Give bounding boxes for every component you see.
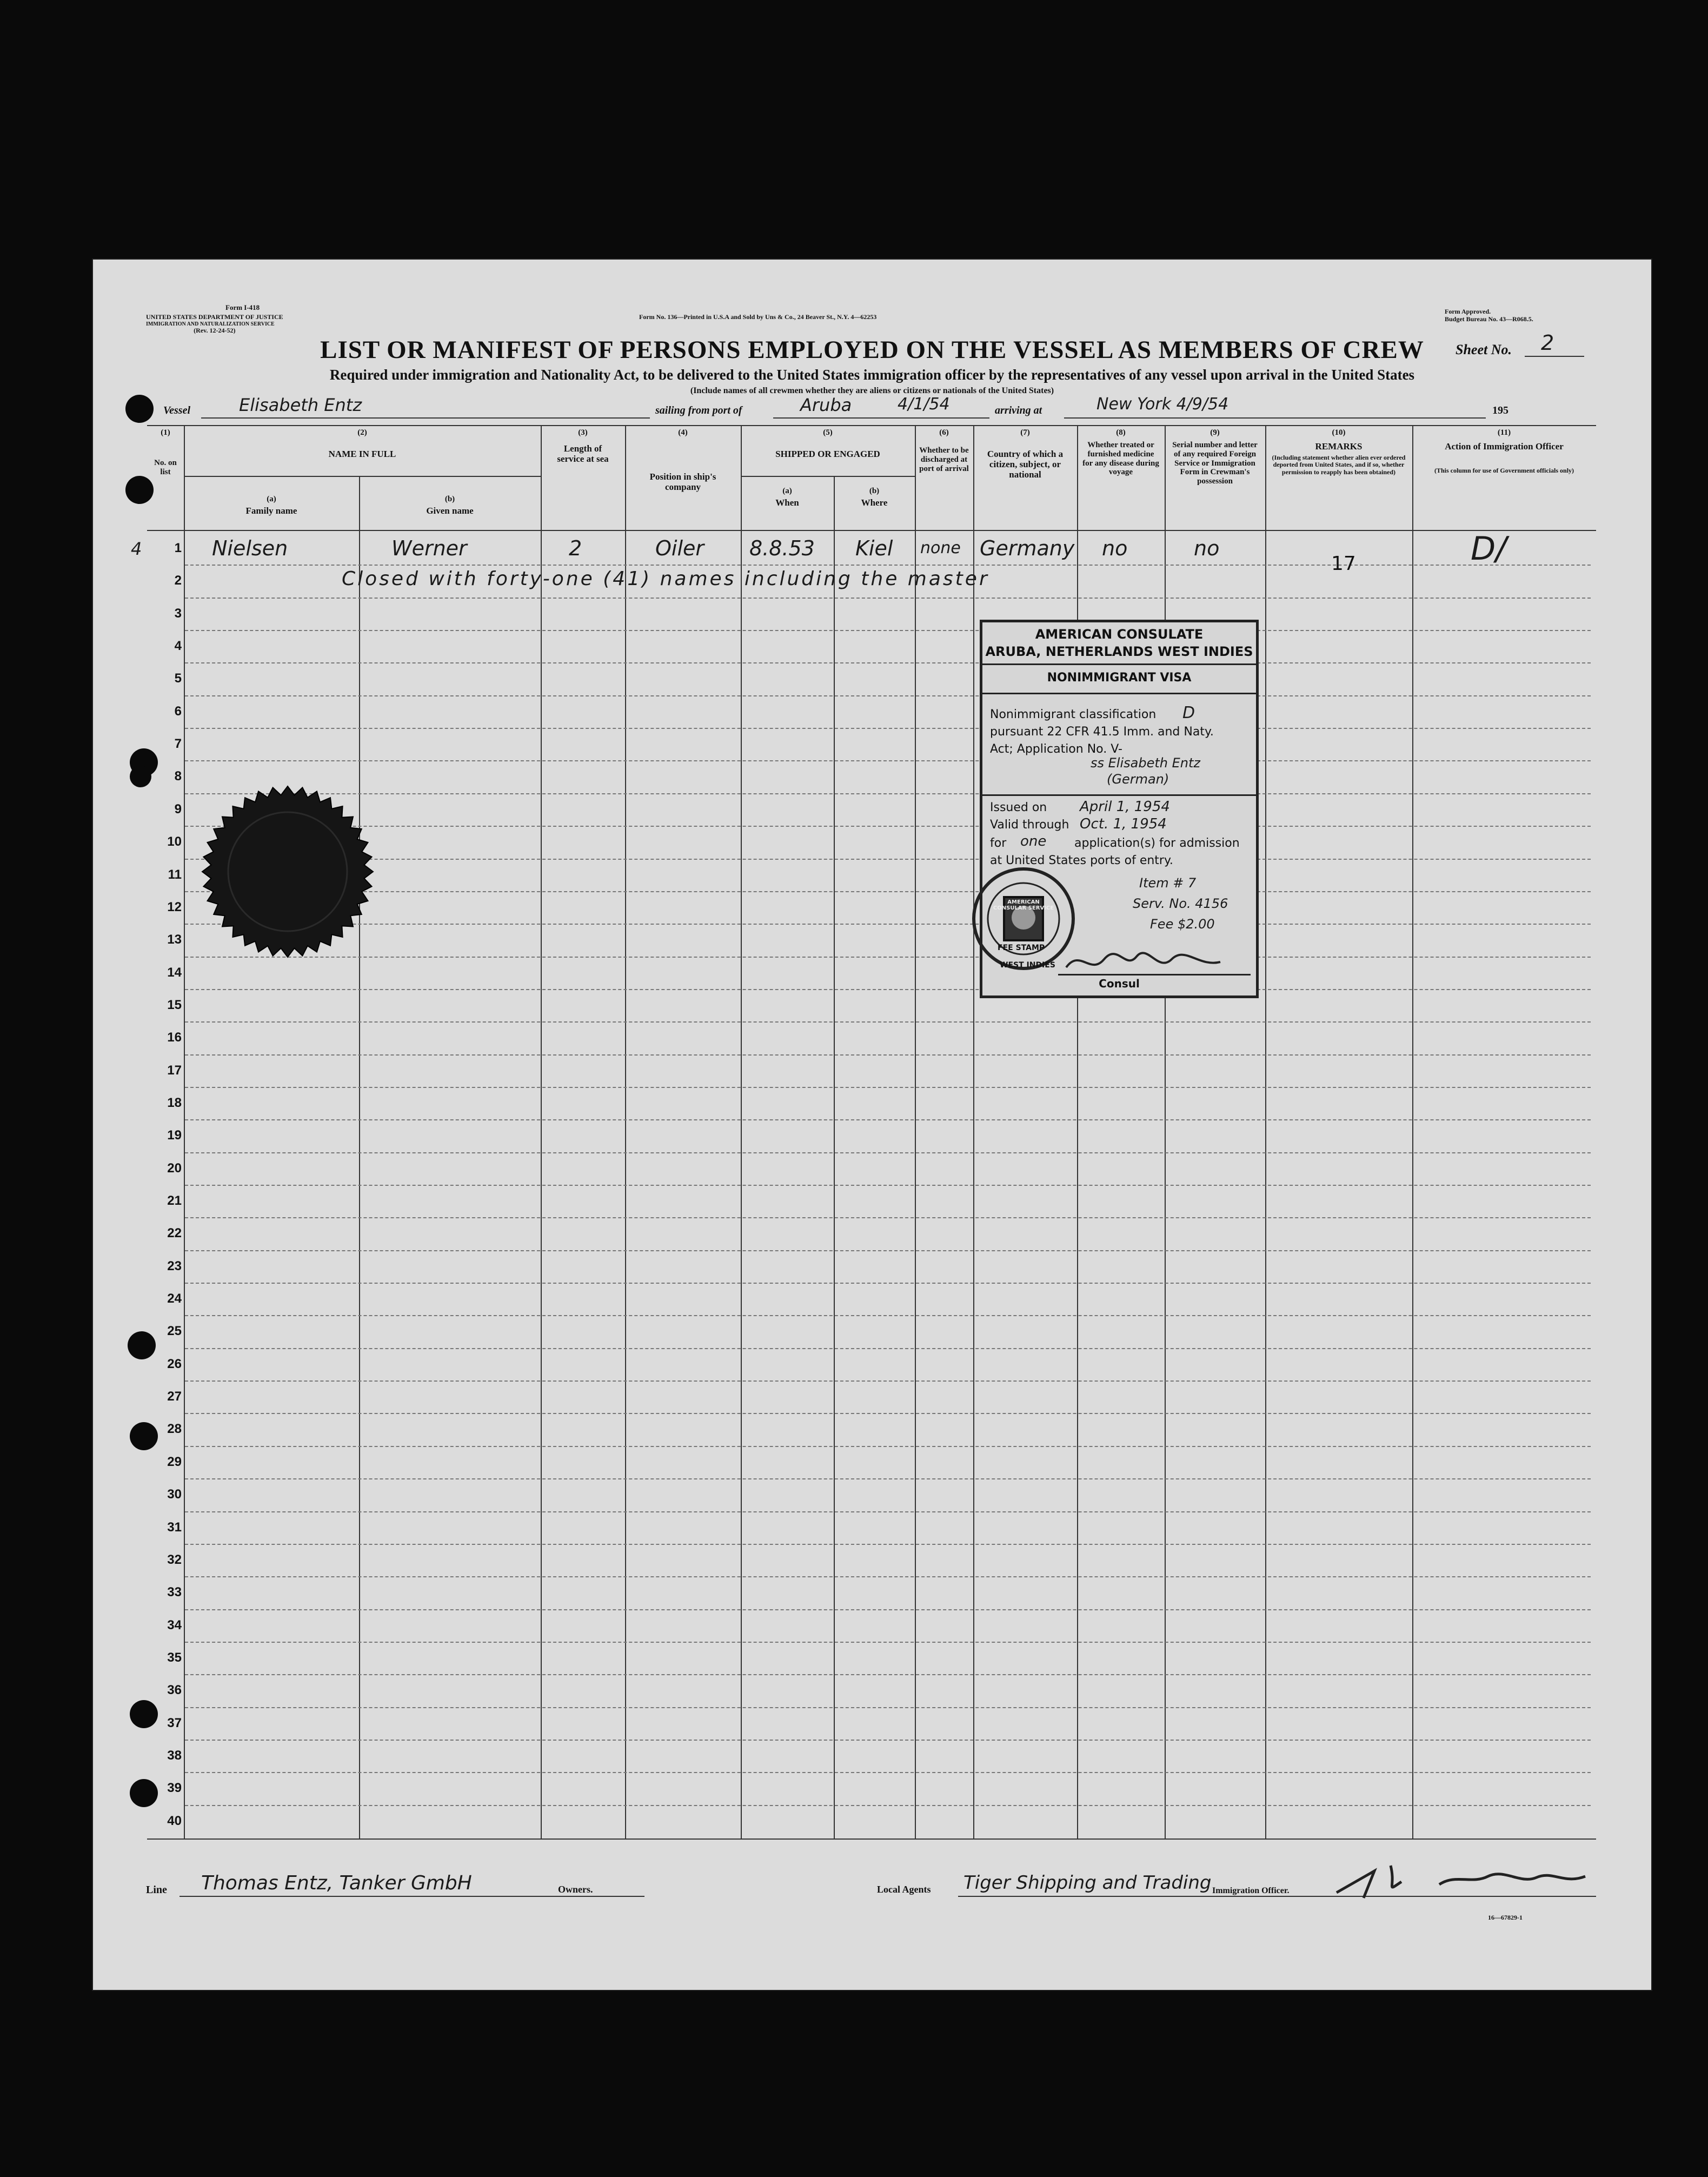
department-line: UNITED STATES DEPARTMENT OF JUSTICE [146, 313, 283, 321]
vessel-name: Elisabeth Entz [239, 395, 362, 415]
row-line [185, 1413, 1591, 1414]
agents-label: Local Agents [877, 1884, 931, 1895]
closing-note: Closed with forty-one (41) names including the master [342, 568, 989, 590]
row-line [185, 826, 1591, 827]
table-top-border [147, 425, 1596, 426]
col1-label: No. on list [154, 459, 177, 476]
stamp-act: Act; Application No. V- [990, 742, 1122, 756]
sailing-date: 4/1/54 [898, 395, 950, 414]
col11-label: Action of Immigration Officer [1445, 441, 1564, 452]
row-number: 22 [167, 1226, 182, 1241]
row-line [185, 1544, 1591, 1545]
row-number: 18 [167, 1095, 182, 1110]
row-number: 40 [167, 1813, 182, 1828]
col2-label: NAME IN FULL [328, 449, 396, 459]
row-number: 11 [168, 867, 182, 882]
row-line [185, 1152, 1591, 1153]
stamp-vessel-handwritten: ss Elisabeth Entz [1091, 755, 1200, 771]
row1-serial: no [1194, 536, 1220, 560]
row1-family-name: Nielsen [212, 536, 288, 560]
row-number: 12 [167, 899, 182, 914]
row-line [185, 1642, 1591, 1643]
department-block [146, 314, 283, 335]
col-divider [625, 425, 626, 1838]
col5a-label: When [775, 497, 799, 508]
stamp-flag-handwritten: (German) [1107, 772, 1169, 787]
row-line [185, 1609, 1591, 1610]
row1-medicine: no [1102, 536, 1128, 560]
punch-hole [125, 476, 154, 504]
line-value: Thomas Entz, Tanker GmbH [201, 1872, 472, 1894]
stamp-class-label: Nonimmigrant classification [990, 708, 1157, 721]
col8-label: Whether treated or furnished medicine for any disease during voyage [1082, 441, 1159, 477]
col-divider [915, 425, 916, 1838]
sheet-label: Sheet No. [1456, 342, 1512, 357]
row-number: 33 [167, 1585, 182, 1600]
row-number: 5 [174, 671, 182, 686]
row-line [185, 1674, 1591, 1675]
col-divider [359, 476, 360, 1838]
subtitle: Required under immigration and Nationality Act, to be delivered to the United States immigration officer by the representatives of any vessel upon arrival in the United States [329, 367, 1415, 383]
row-number: 25 [167, 1324, 182, 1339]
row-line [185, 662, 1591, 663]
row-line [185, 989, 1591, 990]
row-line [185, 1119, 1591, 1120]
col11-sub: (This column for use of Government officials only) [1434, 467, 1574, 474]
col2-num: (2) [357, 428, 367, 437]
row-line [185, 793, 1591, 794]
stamp-issued-value: April 1, 1954 [1080, 799, 1170, 815]
vessel-label: Vessel [163, 404, 190, 416]
fee-stamp-label: FEE STAMP [998, 944, 1045, 952]
col5a-num: (a) [782, 487, 792, 495]
row1-where: Kiel [855, 536, 893, 560]
row1-when: 8.8.53 [749, 536, 815, 560]
stamp-valid-label: Valid through [990, 818, 1069, 832]
stamp-class-value: D [1182, 703, 1195, 722]
row-line [185, 1772, 1591, 1773]
row-number: 39 [167, 1781, 182, 1796]
punch-hole [130, 1422, 158, 1450]
row-line [185, 1740, 1591, 1741]
name-subhead-line [184, 476, 541, 477]
row-number: 6 [174, 703, 182, 719]
row-number: 23 [167, 1258, 182, 1273]
row-number: 16 [167, 1030, 182, 1045]
row-line [185, 1348, 1591, 1349]
consul-signature [1064, 946, 1226, 980]
row-line [185, 760, 1591, 761]
col10-sub: (Including statement whether alien ever ordered deported from United States, and if so, whether permission to reapply has been obtained) [1272, 454, 1406, 476]
officer-label: Immigration Officer. [1212, 1886, 1290, 1895]
consulate-visa-stamp [980, 620, 1259, 998]
row-line [185, 891, 1591, 892]
row-line [185, 695, 1591, 696]
col-divider [1265, 425, 1266, 1838]
col-divider [834, 476, 835, 1838]
row-number: 9 [174, 801, 182, 817]
sheet-number: 2 [1541, 331, 1554, 355]
row-number: 4 [174, 639, 182, 654]
row-line [185, 1478, 1591, 1479]
row-number: 17 [167, 1063, 182, 1078]
col10-num: (10) [1332, 428, 1346, 437]
punch-hole [125, 395, 154, 423]
stamp-item: Item # 7 [1139, 875, 1197, 891]
form-code: 16—67829-1 [1488, 1914, 1523, 1921]
row-line [185, 859, 1591, 860]
row1-action: D/ [1471, 530, 1507, 568]
col2b-label: Given name [426, 506, 474, 516]
approval-line: Form Approved. [1445, 308, 1491, 315]
arriving-value: New York 4/9/54 [1096, 395, 1229, 414]
col8-num: (8) [1116, 428, 1126, 437]
row-line [185, 1315, 1591, 1316]
header-bottom-border [147, 530, 1596, 531]
col-divider [1412, 425, 1413, 1838]
punch-hole [130, 766, 151, 787]
col-divider [741, 425, 742, 1838]
table-bottom-border [147, 1838, 1596, 1840]
approval-line: Budget Bureau No. 43—R068.5. [1445, 315, 1533, 323]
agents-field [958, 1872, 1358, 1897]
department-line: (Rev. 12-24-52) [194, 327, 236, 335]
row-number: 1 [174, 541, 182, 555]
col3-label: Length of service at sea [557, 443, 609, 464]
row-line [185, 1283, 1591, 1284]
stamp-fee: Fee $2.00 [1150, 917, 1215, 932]
row-number: 29 [167, 1454, 182, 1469]
sailing-label: sailing from port of [655, 404, 742, 416]
col4-label: Position in ship's company [649, 472, 716, 493]
row-number: 8 [174, 769, 182, 784]
col11-num: (11) [1497, 428, 1511, 437]
printer-line: Form No. 136—Printed in U.S.A and Sold by Uns & Co., 24 Beaver St., N.Y. 4—62253 [639, 313, 877, 321]
stamp-line1: AMERICAN CONSULATE [1035, 627, 1204, 642]
row-line [185, 1250, 1591, 1251]
row-number: 2 [174, 573, 182, 588]
owners-label: Owners. [558, 1884, 593, 1895]
approval-block [1445, 308, 1533, 323]
row-line [185, 1087, 1591, 1088]
row1-given-name: Werner [391, 536, 467, 560]
punch-hole [130, 1700, 158, 1728]
seal-text: AMERICAN CONSULAR SERVICE [993, 899, 1054, 911]
seal-west-indies: WEST INDIES [1000, 961, 1055, 970]
row1-country: Germany [980, 536, 1075, 560]
row-number: 21 [167, 1193, 182, 1208]
row-line [185, 1217, 1591, 1218]
stamp-for-value: one [1020, 833, 1047, 849]
col5-num: (5) [823, 428, 833, 437]
col2a-label: Family name [245, 506, 297, 516]
punch-hole [128, 1331, 156, 1359]
officer-signature [1331, 1855, 1591, 1906]
stamp-consul-label: Consul [1099, 977, 1140, 990]
row-number: 3 [174, 606, 182, 621]
col9-num: (9) [1210, 428, 1220, 437]
row-line [185, 1054, 1591, 1056]
col6-label: Whether to be discharged at port of arrival [919, 446, 969, 473]
row-number: 27 [167, 1389, 182, 1404]
row-line [185, 565, 1591, 566]
stamp-line3: NONIMMIGRANT VISA [1047, 671, 1192, 685]
document-title: LIST OR MANIFEST OF PERSONS EMPLOYED ON THE VESSEL AS MEMBERS OF CREW [320, 336, 1424, 364]
row-number: 31 [167, 1519, 182, 1535]
consular-seal [969, 865, 1078, 973]
row-line [185, 1185, 1591, 1186]
embossed-seal [201, 785, 374, 958]
row-number: 26 [167, 1356, 182, 1371]
line-label: Line [146, 1884, 167, 1896]
col6-num: (6) [939, 428, 949, 437]
col7-num: (7) [1020, 428, 1030, 437]
stamp-line2: ARUBA, NETHERLANDS WEST INDIES [985, 644, 1253, 659]
arriving-field [1064, 395, 1486, 419]
row-number: 7 [174, 736, 182, 752]
arriving-label: arriving at [995, 404, 1042, 416]
col3-num: (3) [578, 428, 588, 437]
col2b-num: (b) [444, 495, 455, 503]
col10-label: REMARKS [1315, 441, 1363, 452]
port-value: Aruba [800, 395, 852, 415]
col5-label: SHIPPED OR ENGAGED [775, 449, 880, 459]
row-number: 28 [167, 1422, 182, 1437]
row-number: 20 [167, 1160, 182, 1176]
row1-position: Oiler [655, 536, 705, 560]
row-line [185, 1805, 1591, 1806]
row-number: 36 [167, 1683, 182, 1698]
shipped-subhead-line [741, 476, 915, 477]
row1-prefix: 4 [131, 539, 142, 559]
row-number: 32 [167, 1552, 182, 1567]
col-divider [184, 425, 185, 1838]
col1-num: (1) [161, 428, 170, 437]
row-line [185, 728, 1591, 729]
col-divider [541, 425, 542, 1838]
punch-hole [130, 1779, 158, 1807]
row-number: 24 [167, 1291, 182, 1306]
department-line: IMMIGRATION AND NATURALIZATION SERVICE [146, 321, 275, 327]
form-id: Form I-418 [225, 303, 260, 311]
row-number: 19 [167, 1128, 182, 1143]
row-line [185, 1707, 1591, 1708]
row1-discharged: none [920, 539, 961, 557]
row-line [185, 1380, 1591, 1382]
vessel-name-field [201, 395, 650, 419]
sheet-number-field [1525, 331, 1584, 357]
stamp-valid-value: Oct. 1, 1954 [1080, 816, 1167, 832]
row-line [185, 1021, 1591, 1023]
row-number: 34 [167, 1617, 182, 1632]
row-number: 15 [167, 997, 182, 1012]
row-number: 35 [167, 1650, 182, 1665]
row-line [185, 1446, 1591, 1447]
row-number: 30 [167, 1487, 182, 1502]
row-line [185, 1511, 1591, 1512]
col2a-num: (a) [267, 495, 276, 503]
row1-remarks: 17 [1331, 553, 1356, 575]
col7-label: Country of which a citizen, subject, or national [987, 449, 1064, 480]
row1-service: 2 [569, 536, 582, 560]
row-line [185, 1576, 1591, 1577]
row-line [185, 924, 1591, 925]
col5b-label: Where [861, 497, 888, 508]
port-field [773, 395, 989, 419]
row-number: 13 [167, 932, 182, 947]
row-number: 14 [167, 965, 182, 980]
stamp-pursuant: pursuant 22 CFR 41.5 Imm. and Naty. [990, 725, 1214, 739]
col4-num: (4) [678, 428, 688, 437]
manifest-sheet [92, 258, 1652, 1991]
agents-value: Tiger Shipping and Trading [963, 1872, 1212, 1894]
stamp-applications: application(s) for admission [1074, 837, 1240, 850]
col-divider [973, 425, 974, 1838]
year-label: 195 [1492, 404, 1508, 416]
row-number: 37 [167, 1715, 182, 1730]
stamp-issued-label: Issued on [990, 801, 1047, 814]
row-line [185, 957, 1591, 958]
row-line [185, 598, 1591, 599]
stamp-for-label: for [990, 837, 1007, 850]
row-number: 38 [167, 1748, 182, 1763]
stamp-serv: Serv. No. 4156 [1133, 896, 1228, 911]
col9-label: Serial number and letter of any required Foreign Service or Immigration Form in Crewman's possession [1172, 441, 1258, 486]
stamp-ports: at United States ports of entry. [990, 854, 1173, 867]
row-line [185, 630, 1591, 631]
row-number: 10 [167, 834, 182, 849]
col5b-num: (b) [869, 487, 880, 495]
include-note: (Include names of all crewmen whether they are aliens or citizens or nationals of the United States) [690, 386, 1054, 395]
